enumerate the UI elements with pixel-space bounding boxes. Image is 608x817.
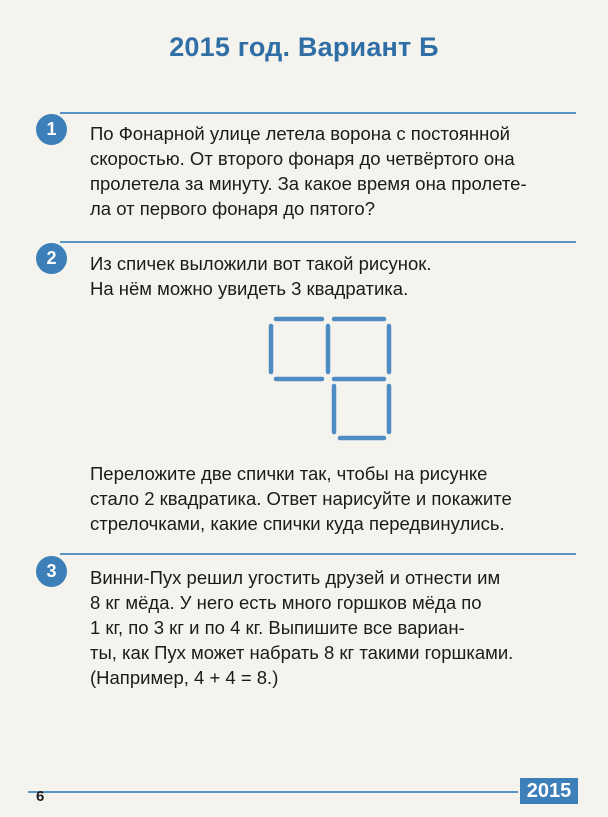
matchstick-figure bbox=[260, 308, 400, 448]
task-3-line: ты, как Пух может набрать 8 кг такими горшками. bbox=[90, 642, 514, 663]
task-2-text bbox=[90, 461, 576, 536]
task-3-line: 1 кг, по 3 кг и по 4 кг. Выпишите все вариан- bbox=[90, 617, 465, 638]
task-2-intro-line: На нём можно увидеть 3 квадратика. bbox=[90, 278, 409, 299]
task-2-line: Переложите две спички так, чтобы на рисунке bbox=[90, 463, 488, 484]
page-number: 6 bbox=[36, 788, 45, 805]
page-title: 2015 год. Вариант Б bbox=[169, 32, 439, 62]
task-3-line: 8 кг мёда. У него есть много горшков мёда по bbox=[90, 592, 482, 613]
task-2-intro bbox=[90, 251, 576, 301]
task-1-line: пролетела за минуту. За какое время она пролете- bbox=[90, 173, 527, 194]
task-2-divider bbox=[60, 241, 576, 243]
task-2-intro-line: Из спичек выложили вот такой рисунок. bbox=[90, 253, 432, 274]
task-2-number-badge: 2 bbox=[36, 243, 67, 274]
task-3-line: (Например, 4 + 4 = 8.) bbox=[90, 667, 279, 688]
footer-rule bbox=[28, 791, 518, 793]
task-1-divider bbox=[60, 112, 576, 114]
task-1-line: ла от первого фонаря до пятого? bbox=[90, 198, 375, 219]
year-tab: 2015 bbox=[520, 778, 578, 804]
task-3-number-badge: 3 bbox=[36, 556, 67, 587]
task-2-line: стало 2 квадратика. Ответ нарисуйте и покажите bbox=[90, 488, 512, 509]
task-1-number-badge: 1 bbox=[36, 114, 67, 145]
task-3-line: Винни-Пух решил угостить друзей и отнести им bbox=[90, 567, 501, 588]
task-1-text bbox=[90, 121, 576, 221]
task-2-line: стрелочками, какие спички куда передвинулись. bbox=[90, 513, 505, 534]
task-3-text bbox=[90, 565, 576, 690]
task-1-line: скоростью. От второго фонаря до четвёртого она bbox=[90, 148, 515, 169]
task-1-line: По Фонарной улице летела ворона с постоянной bbox=[90, 123, 510, 144]
task-3-divider bbox=[60, 553, 576, 555]
